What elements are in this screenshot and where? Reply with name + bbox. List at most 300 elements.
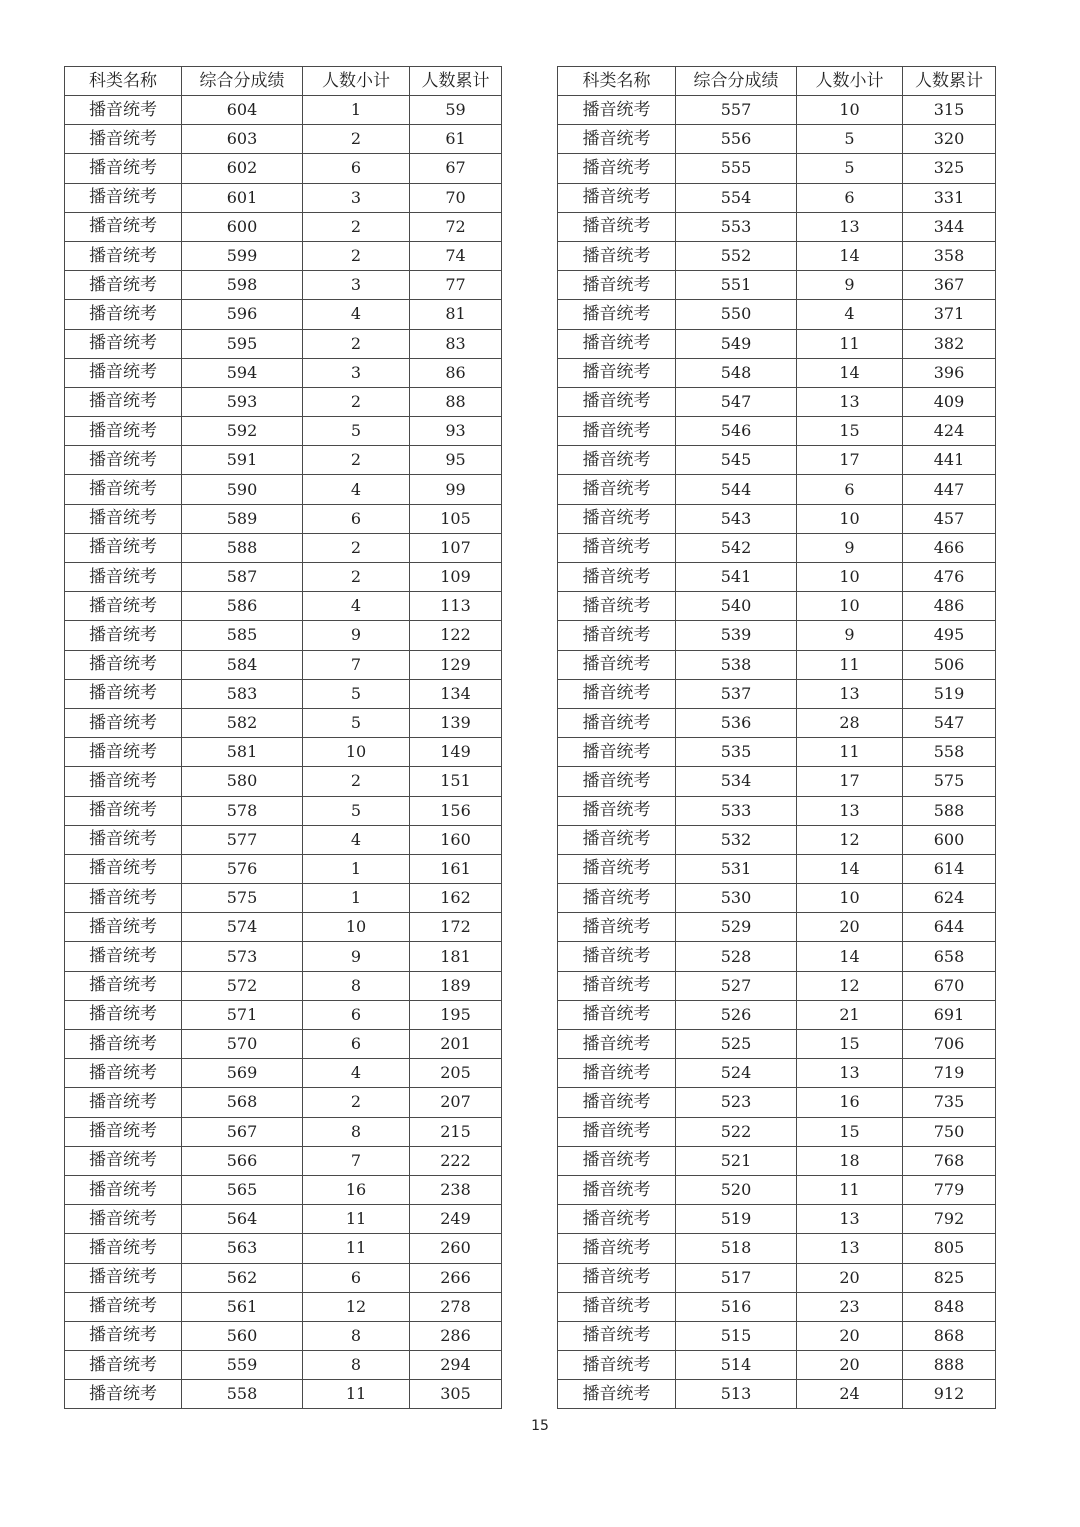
table-row [65,300,502,329]
category-cell: 播音统考 [65,767,182,796]
count-cell: 2 [303,212,410,241]
count-cell: 2 [303,241,410,270]
table-row [558,1321,996,1350]
table-row [65,329,502,358]
category-cell: 播音统考 [558,1175,676,1204]
table-row [65,1059,502,1088]
category-cell: 播音统考 [558,387,676,416]
score-cell: 564 [182,1205,303,1234]
table-row [65,679,502,708]
score-cell: 545 [676,446,797,475]
score-cell: 560 [182,1321,303,1350]
category-cell: 播音统考 [558,708,676,737]
score-cell: 565 [182,1175,303,1204]
count-cell: 12 [797,825,903,854]
score-cell: 584 [182,650,303,679]
score-cell: 567 [182,1117,303,1146]
score-cell: 544 [676,475,797,504]
count-cell: 15 [797,1030,903,1059]
category-cell: 播音统考 [65,1380,182,1409]
category-cell: 播音统考 [558,796,676,825]
table-row [558,650,996,679]
count-cell: 17 [797,446,903,475]
category-cell: 播音统考 [558,971,676,1000]
score-cell: 552 [676,241,797,270]
cumulative-cell: 325 [903,154,996,183]
count-cell: 23 [797,1292,903,1321]
category-cell: 播音统考 [65,1321,182,1350]
category-cell: 播音统考 [65,621,182,650]
table-row [558,329,996,358]
count-cell: 13 [797,1205,903,1234]
score-cell: 571 [182,1000,303,1029]
score-cell: 586 [182,592,303,621]
cumulative-cell: 495 [903,621,996,650]
score-cell: 602 [182,154,303,183]
score-cell: 604 [182,96,303,125]
table-row [65,1030,502,1059]
category-cell: 播音统考 [65,971,182,1000]
table-row [558,1263,996,1292]
count-cell: 17 [797,767,903,796]
category-cell: 播音统考 [558,621,676,650]
score-cell: 600 [182,212,303,241]
table-row [65,417,502,446]
table-row [558,767,996,796]
category-cell: 播音统考 [65,475,182,504]
count-cell: 6 [303,154,410,183]
score-cell: 559 [182,1351,303,1380]
cumulative-cell: 644 [903,913,996,942]
count-cell: 1 [303,854,410,883]
category-cell: 播音统考 [65,417,182,446]
score-cell: 520 [676,1175,797,1204]
score-cell: 592 [182,417,303,446]
cumulative-cell: 172 [410,913,502,942]
category-cell: 播音统考 [558,1000,676,1029]
score-cell: 531 [676,854,797,883]
score-cell: 588 [182,533,303,562]
cumulative-cell: 691 [903,1000,996,1029]
cumulative-cell: 95 [410,446,502,475]
cumulative-cell: 156 [410,796,502,825]
cumulative-cell: 294 [410,1351,502,1380]
count-cell: 6 [303,1030,410,1059]
cumulative-cell: 825 [903,1263,996,1292]
cumulative-cell: 161 [410,854,502,883]
table-row [65,563,502,592]
table-row [65,1351,502,1380]
category-cell: 播音统考 [558,1205,676,1234]
category-cell: 播音统考 [65,1175,182,1204]
score-cell: 517 [676,1263,797,1292]
category-cell: 播音统考 [65,650,182,679]
score-cell: 582 [182,708,303,737]
cumulative-cell: 614 [903,854,996,883]
table-row [558,241,996,270]
count-cell: 11 [303,1234,410,1263]
category-cell: 播音统考 [558,183,676,212]
cumulative-cell: 149 [410,738,502,767]
table-row [65,621,502,650]
table-row [65,854,502,883]
cumulative-cell: 205 [410,1059,502,1088]
count-cell: 13 [797,796,903,825]
count-cell: 3 [303,183,410,212]
count-cell: 5 [303,417,410,446]
category-cell: 播音统考 [65,329,182,358]
cumulative-cell: 162 [410,884,502,913]
table-row [65,271,502,300]
cumulative-cell: 59 [410,96,502,125]
table-row [558,300,996,329]
count-cell: 1 [303,884,410,913]
category-cell: 播音统考 [558,271,676,300]
count-cell: 16 [797,1088,903,1117]
cumulative-cell: 105 [410,504,502,533]
category-cell: 播音统考 [65,1292,182,1321]
cumulative-cell: 181 [410,942,502,971]
category-cell: 播音统考 [558,738,676,767]
cumulative-cell: 215 [410,1117,502,1146]
score-cell: 542 [676,533,797,562]
category-cell: 播音统考 [558,154,676,183]
table-row [558,1059,996,1088]
cumulative-cell: 868 [903,1321,996,1350]
category-cell: 播音统考 [65,913,182,942]
table-row [558,738,996,767]
count-cell: 28 [797,708,903,737]
count-cell: 6 [303,1263,410,1292]
count-cell: 10 [797,884,903,913]
table-row [558,125,996,154]
count-cell: 20 [797,1321,903,1350]
header-category: 科类名称 [65,67,182,96]
cumulative-cell: 805 [903,1234,996,1263]
count-cell: 5 [303,679,410,708]
count-cell: 13 [797,387,903,416]
cumulative-cell: 367 [903,271,996,300]
cumulative-cell: 207 [410,1088,502,1117]
table-row [65,1088,502,1117]
count-cell: 2 [303,446,410,475]
score-cell: 527 [676,971,797,1000]
table-row [558,708,996,737]
table-row [65,154,502,183]
table-row [65,475,502,504]
cumulative-cell: 61 [410,125,502,154]
count-cell: 16 [303,1175,410,1204]
score-cell: 518 [676,1234,797,1263]
table-row [65,1175,502,1204]
category-cell: 播音统考 [65,125,182,154]
cumulative-cell: 195 [410,1000,502,1029]
category-cell: 播音统考 [558,767,676,796]
cumulative-cell: 286 [410,1321,502,1350]
category-cell: 播音统考 [558,329,676,358]
score-cell: 583 [182,679,303,708]
count-cell: 6 [303,504,410,533]
count-cell: 6 [303,1000,410,1029]
count-cell: 20 [797,1351,903,1380]
table-row [65,96,502,125]
score-cell: 530 [676,884,797,913]
count-cell: 2 [303,387,410,416]
score-cell: 591 [182,446,303,475]
header-cumulative: 人数累计 [410,67,502,96]
table-row [558,212,996,241]
score-cell: 575 [182,884,303,913]
score-cell: 547 [676,387,797,416]
cumulative-cell: 848 [903,1292,996,1321]
header-cumulative: 人数累计 [903,67,996,96]
cumulative-cell: 519 [903,679,996,708]
table-row [65,1000,502,1029]
score-cell: 555 [676,154,797,183]
score-cell: 598 [182,271,303,300]
count-cell: 11 [303,1380,410,1409]
score-cell: 551 [676,271,797,300]
category-cell: 播音统考 [65,212,182,241]
score-cell: 601 [182,183,303,212]
category-cell: 播音统考 [558,1030,676,1059]
category-cell: 播音统考 [558,854,676,883]
table-row [65,767,502,796]
score-cell: 513 [676,1380,797,1409]
count-cell: 12 [303,1292,410,1321]
count-cell: 10 [797,592,903,621]
score-cell: 568 [182,1088,303,1117]
header-category: 科类名称 [558,67,676,96]
table-row [65,1205,502,1234]
category-cell: 播音统考 [65,183,182,212]
cumulative-cell: 134 [410,679,502,708]
count-cell: 10 [797,96,903,125]
score-cell: 528 [676,942,797,971]
count-cell: 7 [303,1146,410,1175]
score-cell: 529 [676,913,797,942]
score-cell: 562 [182,1263,303,1292]
count-cell: 2 [303,533,410,562]
category-cell: 播音统考 [65,1146,182,1175]
score-cell: 558 [182,1380,303,1409]
cumulative-cell: 409 [903,387,996,416]
table-row [65,942,502,971]
count-cell: 14 [797,942,903,971]
table-row [558,446,996,475]
cumulative-cell: 547 [903,708,996,737]
score-cell: 522 [676,1117,797,1146]
cumulative-cell: 792 [903,1205,996,1234]
category-cell: 播音统考 [558,913,676,942]
table-row [558,387,996,416]
count-cell: 2 [303,563,410,592]
score-cell: 566 [182,1146,303,1175]
table-row [65,650,502,679]
cumulative-cell: 768 [903,1146,996,1175]
count-cell: 6 [797,183,903,212]
score-cell: 576 [182,854,303,883]
score-cell: 553 [676,212,797,241]
table-row [65,241,502,270]
score-cell: 599 [182,241,303,270]
count-cell: 7 [303,650,410,679]
table-row [558,884,996,913]
cumulative-cell: 238 [410,1175,502,1204]
count-cell: 9 [797,621,903,650]
category-cell: 播音统考 [558,884,676,913]
table-row [65,1263,502,1292]
score-cell: 573 [182,942,303,971]
score-cell: 595 [182,329,303,358]
category-cell: 播音统考 [558,96,676,125]
category-cell: 播音统考 [65,592,182,621]
cumulative-cell: 441 [903,446,996,475]
count-cell: 11 [797,1175,903,1204]
cumulative-cell: 160 [410,825,502,854]
cumulative-cell: 466 [903,533,996,562]
cumulative-cell: 750 [903,1117,996,1146]
cumulative-cell: 122 [410,621,502,650]
table-row [65,387,502,416]
table-row [558,1146,996,1175]
score-cell: 526 [676,1000,797,1029]
count-cell: 8 [303,1351,410,1380]
count-cell: 21 [797,1000,903,1029]
cumulative-cell: 249 [410,1205,502,1234]
cumulative-cell: 344 [903,212,996,241]
category-cell: 播音统考 [558,358,676,387]
table-row [558,1030,996,1059]
score-cell: 594 [182,358,303,387]
category-cell: 播音统考 [558,942,676,971]
category-cell: 播音统考 [65,271,182,300]
table-row [65,183,502,212]
score-cell: 519 [676,1205,797,1234]
count-cell: 5 [797,125,903,154]
cumulative-cell: 129 [410,650,502,679]
table-row [558,1292,996,1321]
category-cell: 播音统考 [65,796,182,825]
count-cell: 10 [303,913,410,942]
cumulative-cell: 77 [410,271,502,300]
count-cell: 2 [303,125,410,154]
count-cell: 20 [797,913,903,942]
category-cell: 播音统考 [65,96,182,125]
header-count: 人数小计 [303,67,410,96]
count-cell: 5 [303,708,410,737]
category-cell: 播音统考 [65,708,182,737]
table-row [558,621,996,650]
count-cell: 18 [797,1146,903,1175]
category-cell: 播音统考 [558,1059,676,1088]
table-row [558,1000,996,1029]
cumulative-cell: 93 [410,417,502,446]
category-cell: 播音统考 [558,1088,676,1117]
category-cell: 播音统考 [558,592,676,621]
table-row [558,475,996,504]
count-cell: 2 [303,329,410,358]
category-cell: 播音统考 [65,1117,182,1146]
table-row [65,533,502,562]
table-row [65,1321,502,1350]
table-row [65,884,502,913]
score-cell: 572 [182,971,303,1000]
count-cell: 4 [303,1059,410,1088]
table-row [558,154,996,183]
category-cell: 播音统考 [558,650,676,679]
category-cell: 播音统考 [65,563,182,592]
cumulative-cell: 658 [903,942,996,971]
category-cell: 播音统考 [65,825,182,854]
count-cell: 13 [797,212,903,241]
header-score: 综合分成绩 [676,67,797,96]
category-cell: 播音统考 [65,884,182,913]
score-cell: 534 [676,767,797,796]
count-cell: 8 [303,1117,410,1146]
count-cell: 13 [797,1059,903,1088]
cumulative-cell: 81 [410,300,502,329]
table-row [65,1292,502,1321]
table-row [65,212,502,241]
table-row [65,504,502,533]
cumulative-cell: 70 [410,183,502,212]
category-cell: 播音统考 [65,387,182,416]
cumulative-cell: 72 [410,212,502,241]
cumulative-cell: 83 [410,329,502,358]
cumulative-cell: 424 [903,417,996,446]
category-cell: 播音统考 [558,125,676,154]
score-cell: 532 [676,825,797,854]
table-row [65,1146,502,1175]
count-cell: 9 [303,942,410,971]
table-row [65,1234,502,1263]
category-cell: 播音统考 [65,1205,182,1234]
cumulative-cell: 358 [903,241,996,270]
table-row [65,913,502,942]
table-row [65,708,502,737]
category-cell: 播音统考 [65,358,182,387]
table-row [65,358,502,387]
table-row [65,125,502,154]
category-cell: 播音统考 [65,1263,182,1292]
table-row [65,971,502,1000]
category-cell: 播音统考 [65,1088,182,1117]
cumulative-cell: 486 [903,592,996,621]
table-row [558,592,996,621]
count-cell: 2 [303,767,410,796]
category-cell: 播音统考 [558,300,676,329]
cumulative-cell: 99 [410,475,502,504]
count-cell: 9 [797,271,903,300]
score-cell: 516 [676,1292,797,1321]
score-cell: 525 [676,1030,797,1059]
table-row [558,854,996,883]
score-cell: 593 [182,387,303,416]
cumulative-cell: 331 [903,183,996,212]
table-row [558,942,996,971]
category-cell: 播音统考 [558,1351,676,1380]
count-cell: 12 [797,971,903,1000]
score-cell: 541 [676,563,797,592]
table-row [65,825,502,854]
count-cell: 11 [303,1205,410,1234]
score-cell: 523 [676,1088,797,1117]
category-cell: 播音统考 [558,1292,676,1321]
table-row [65,1380,502,1409]
cumulative-cell: 88 [410,387,502,416]
table-row [558,913,996,942]
